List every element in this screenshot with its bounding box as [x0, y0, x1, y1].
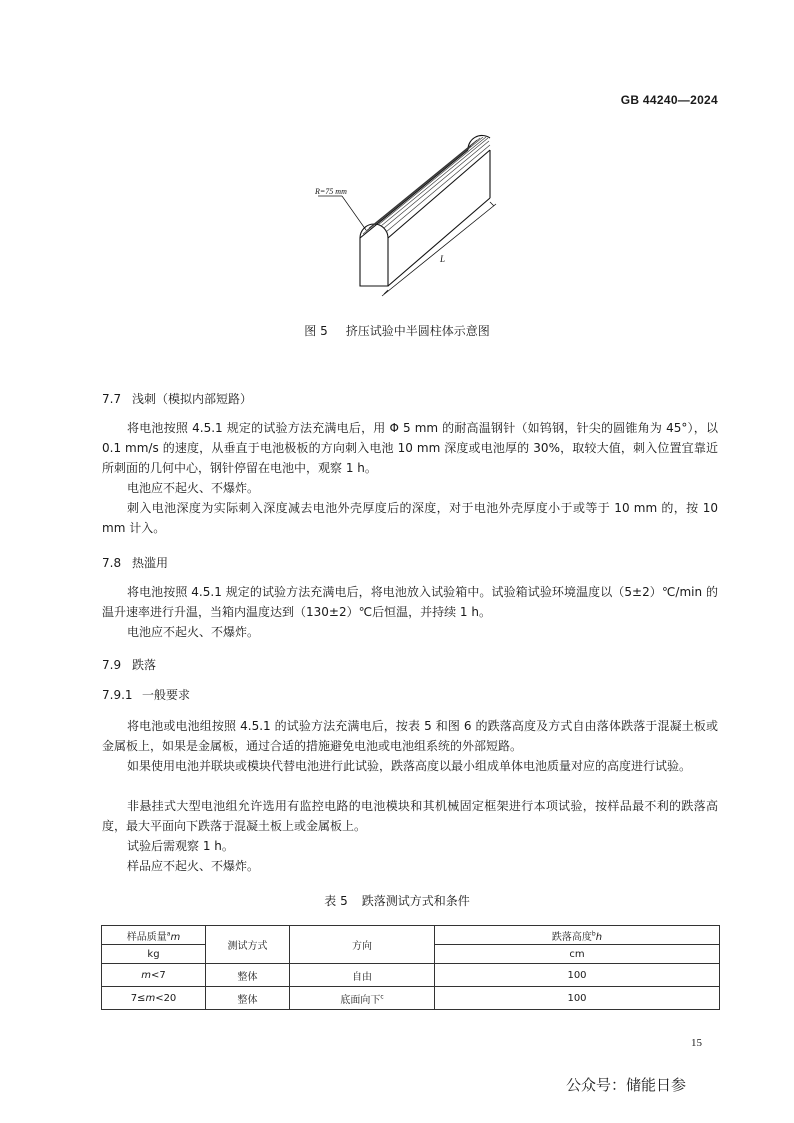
section-7-9-1-para-4: 试验后需观察 1 h。: [127, 839, 234, 853]
standard-code: GB 44240—2024: [620, 93, 718, 107]
header-direction: 方向: [290, 926, 435, 964]
section-7-7-para-2: 电池应不起火、不爆炸。: [127, 481, 260, 495]
section-7-7-para-3: 刺入电池深度为实际刺入深度减去电池外壳厚度后的深度，对于电池外壳厚度小于或等于 10 mm 的，按 10 mm 计入。: [102, 501, 718, 535]
cell-method: 整体: [206, 964, 290, 987]
section-7-9-1-para-2: 如果使用电池并联块或模块代替电池进行此试验，跌落高度以最小组成单体电池质量对应的高度进行试验。: [127, 759, 692, 773]
cell-mass: 7≤m<20: [102, 987, 206, 1010]
section-7-9-1-para-3: 非悬挂式大型电池组允许选用有监控电路的电池模块和其机械固定框架进行本项试验，按样品最不利的跌落高度，最大平面向下跌落于混凝土板上或金属板上。: [102, 799, 718, 833]
header-height-unit: cm: [435, 945, 720, 964]
half-cylinder-drawing: [315, 118, 500, 308]
section-7-9-heading: 7.9 跌落: [102, 658, 157, 672]
cell-height: 100: [435, 987, 720, 1010]
radius-label: R=75 mm: [315, 187, 347, 196]
section-7-8-para-2: 电池应不起火、不爆炸。: [127, 625, 260, 639]
table-5-caption: 表 5 跌落测试方式和条件: [324, 894, 470, 908]
section-7-8-heading: 7.8 热滥用: [102, 556, 169, 570]
cell-direction: 底面向下$^c$: [290, 987, 435, 1010]
figure-5-half-cylinder-diagram: [315, 118, 500, 308]
length-label: L: [440, 254, 446, 264]
section-7-9-1-heading: 7.9.1 一般要求: [102, 688, 191, 702]
section-7-7-para-1: 将电池按照 4.5.1 规定的试验方法充满电后，用 Φ 5 mm 的耐高温钢针（如钨钢，针尖的圆锥角为 45°），以 0.1 mm/s 的速度，从垂直于电池极板的方向刺入电池 10 mm 深度或电池厚的 30%，取较大值，刺入位置宜靠近所刺面的几何中心，钢针停留在电池中，观察 1 h。: [102, 421, 718, 475]
section-7-7-heading: 7.7 浅刺（模拟内部短路）: [102, 392, 253, 406]
section-7-9-1-para-5: 样品应不起火、不爆炸。: [127, 859, 260, 873]
cell-mass: m<7: [102, 964, 206, 987]
cell-method: 整体: [206, 987, 290, 1010]
cell-height: 100: [435, 964, 720, 987]
table-row: [102, 987, 720, 1010]
table-5-drop-test-conditions: [101, 925, 720, 1010]
watermark-text: 公众号：储能日参: [566, 1076, 687, 1094]
header-mass-unit: kg: [102, 945, 206, 964]
header-height: 跌落高度$^b$h: [435, 926, 720, 945]
table-row: [102, 964, 720, 987]
cell-direction: 自由: [290, 964, 435, 987]
figure-5-caption: 图 5 挤压试验中半圆柱体示意图: [304, 324, 490, 338]
table-header-row: [102, 926, 720, 945]
header-method: 测试方式: [206, 926, 290, 964]
page-number: 15: [691, 1037, 702, 1049]
section-7-8-para-1: 将电池按照 4.5.1 规定的试验方法充满电后，将电池放入试验箱中。试验箱试验环境温度以（5±2）℃/min 的温升速率进行升温，当箱内温度达到（130±2）℃后恒温，并持续 1 h。: [102, 585, 718, 619]
header-mass: 样品质量$^a$m: [102, 926, 206, 945]
section-7-9-1-para-1: 将电池或电池组按照 4.5.1 的试验方法充满电后，按表 5 和图 6 的跌落高度及方式自由落体跌落于混凝土板或金属板上，如果是金属板，通过合适的措施避免电池或电池组系统的外部短路。: [102, 719, 718, 753]
